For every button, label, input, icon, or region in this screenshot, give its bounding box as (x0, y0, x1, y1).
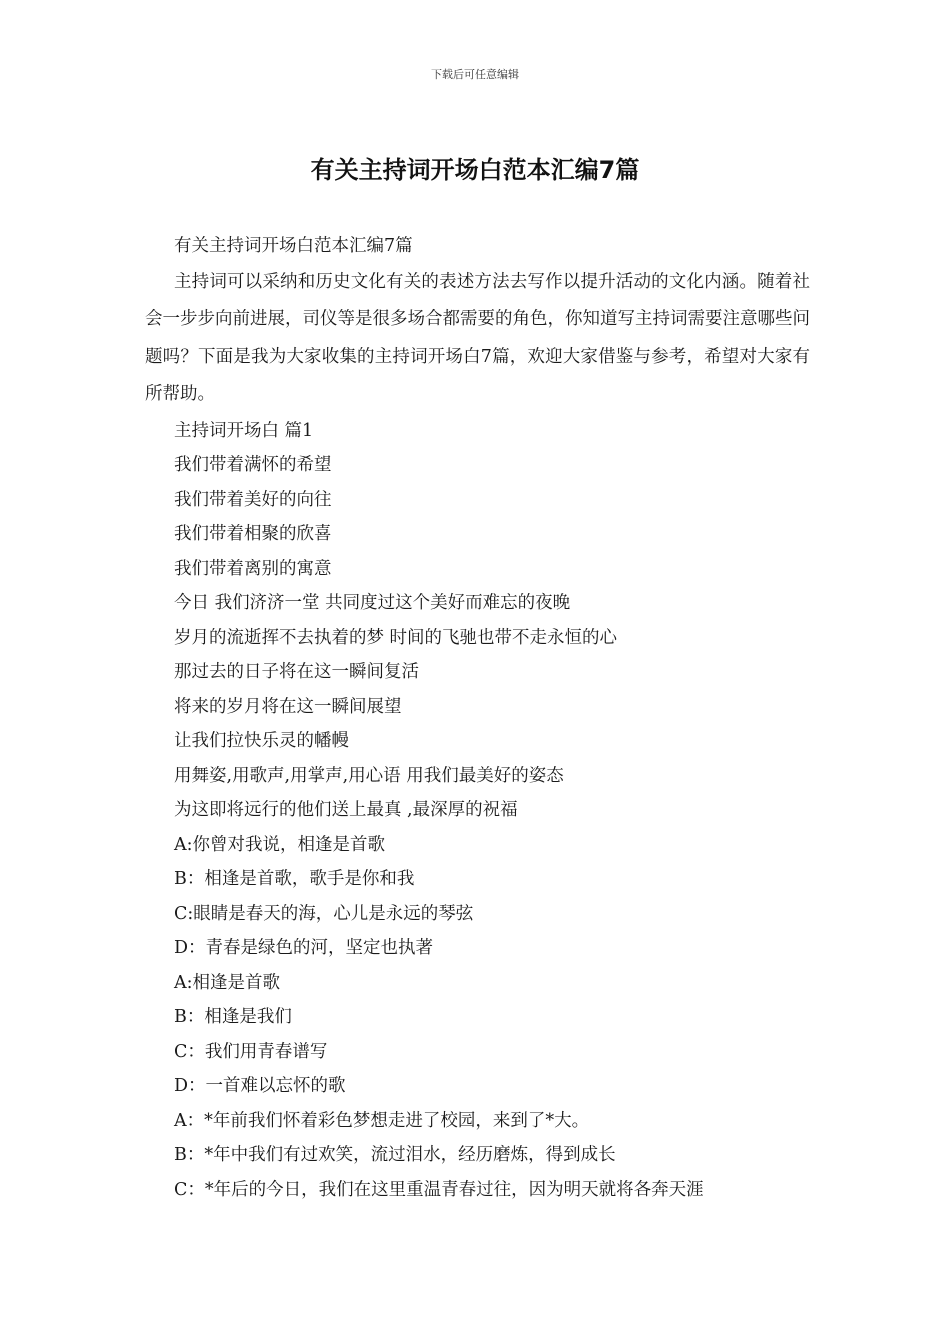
body-line: 将来的岁月将在这一瞬间展望 (174, 696, 402, 717)
page-header-note: 下载后可任意编辑 (431, 68, 519, 81)
dialogue-line: A：*年前我们怀着彩色梦想走进了校园，来到了*大。 (174, 1110, 590, 1131)
document-title: 有关主持词开场白范本汇编7篇 (310, 156, 640, 184)
body-line: 为这即将远行的他们送上最真 ,最深厚的祝福 (174, 800, 518, 820)
dialogue-line: B：相逢是我们 (174, 1007, 292, 1027)
dialogue-line: C:眼睛是春天的海，心儿是永远的琴弦 (174, 903, 474, 924)
section-heading: 主持词开场白 篇1 (174, 420, 314, 441)
body-line: 今日 我们济济一堂 共同度过这个美好而难忘的夜晚 (174, 593, 571, 613)
dialogue-line: B：*年中我们有过欢笑，流过泪水，经历磨炼，得到成长 (174, 1145, 616, 1165)
dialogue-line: D：一首难以忘怀的歌 (174, 1076, 346, 1096)
document-body (145, 229, 810, 1207)
body-line: 岁月的流逝挥不去执着的梦 时间的飞驰也带不走永恒的心 (174, 627, 618, 648)
body-line: 我们带着满怀的希望 (174, 455, 332, 475)
intro-paragraph: 主持词可以采纳和历史文化有关的表述方法去写作以提升活动的文化内涵。随着社会一步步向前进展，司仪等是很多场合都需要的角色，你知道写主持词需要注意哪些问题吗？下面是我为大家收集的主持词开场白7篇，欢迎大家借鉴与参考，希望对大家有所帮助。 (145, 271, 810, 404)
dialogue-line: A:相逢是首歌 (174, 972, 281, 993)
dialogue-line: A:你曾对我说，相逢是首歌 (174, 834, 386, 855)
body-line: 用舞姿,用歌声,用掌声,用心语 用我们最美好的姿态 (174, 765, 564, 786)
document-subtitle: 有关主持词开场白范本汇编7篇 (174, 236, 413, 256)
body-line: 那过去的日子将在这一瞬间复活 (174, 662, 419, 682)
body-line: 让我们拉快乐灵的幡幔 (174, 731, 349, 751)
body-line: 我们带着离别的寓意 (174, 558, 332, 579)
dialogue-line: B：相逢是首歌，歌手是你和我 (174, 869, 415, 889)
dialogue-line: C：*年后的今日，我们在这里重温青春过往，因为明天就将各奔天涯 (174, 1179, 704, 1200)
body-line: 我们带着相聚的欣喜 (174, 524, 332, 544)
dialogue-line: C：我们用青春谱写 (174, 1041, 328, 1062)
dialogue-line: D：青春是绿色的河，坚定也执著 (174, 938, 434, 958)
body-line: 我们带着美好的向往 (174, 489, 332, 510)
